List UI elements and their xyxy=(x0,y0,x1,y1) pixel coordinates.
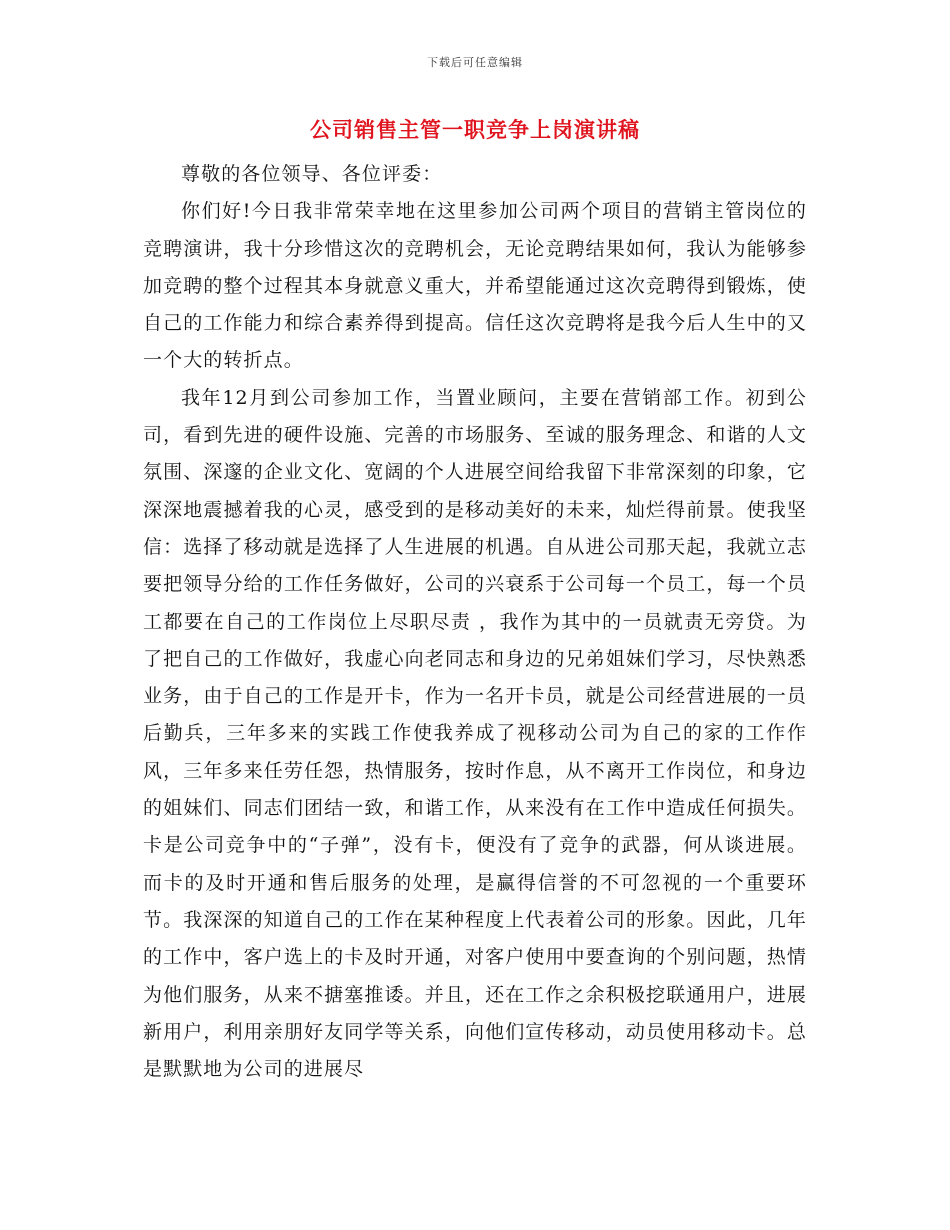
document-title: 公司销售主管一职竞争上岗演讲稿 xyxy=(310,117,640,142)
header-note: 下载后可任意编辑 xyxy=(427,56,523,69)
body-paragraph: 我年12月到公司参加工作，当置业顾问，主要在营销部工作。初到公司，看到先进的硬件设施、完善的市场服务、至诚的服务理念、和谐的人文氛围、深邃的企业文化、宽阔的个人进展空间给我留下非常深刻的印象，它深深地震撼着我的心灵，感受到的是移动美好的未来，灿烂得前景。使我坚信：选择了移动就是选择了人生进展的机遇。自从进公司那天起，我就立志要把领导分给的工作任务做好，公司的兴衰系于公司每一个员工，每一个员工都要在自己的工作岗位上尽职尽责 ，我作为其中的一员就责无旁贷。为了把自己的工作做好，我虚心向老同志和身边的兄弟姐妹们学习，尽快熟悉业务，由于自己的工作是开卡，作为一名开卡员，就是公司经营进展的一员后勤兵，三年多来的实践工作使我养成了视移动公司为自己的家的工作作风，三年多来任劳任怨，热情服务，按时作息，从不离开工作岗位，和身边的姐妹们、同志们团结一致，和谐工作，从来没有在工作中造成任何损失。卡是公司竞争中的“子弹”，没有卡，便没有了竞争的武器，何从谈进展。而卡的及时开通和售后服务的处理，是赢得信誉的不可忽视的一个重要环节。我深深的知道自己的工作在某种程度上代表着公司的形象。因此，几年的工作中，客户选上的卡及时开通，对客户使用中要查询的个别问题，热情为他们服务，从来不搪塞推诿。并且，还在工作之余积极挖联通用户，进展新用户，利用亲朋好友同学等关系，向他们宣传移动，动员使用移动卡。总是默默地为公司的进展尽 xyxy=(143,386,807,1081)
body-paragraph: 你们好!今日我非常荣幸地在这里参加公司两个项目的营销主管岗位的竞聘演讲，我十分珍惜这次的竞聘机会，无论竞聘结果如何，我认为能够参加竞聘的整个过程其本身就意义重大，并希望能通过这次竞聘得到锻炼，使自己的工作能力和综合素养得到提高。信任这次竞聘将是我今后人生中的又一个大的转折点。 xyxy=(143,200,807,372)
salutation-paragraph: 尊敬的各位领导、各位评委： xyxy=(181,163,443,185)
document-body xyxy=(143,156,807,1088)
